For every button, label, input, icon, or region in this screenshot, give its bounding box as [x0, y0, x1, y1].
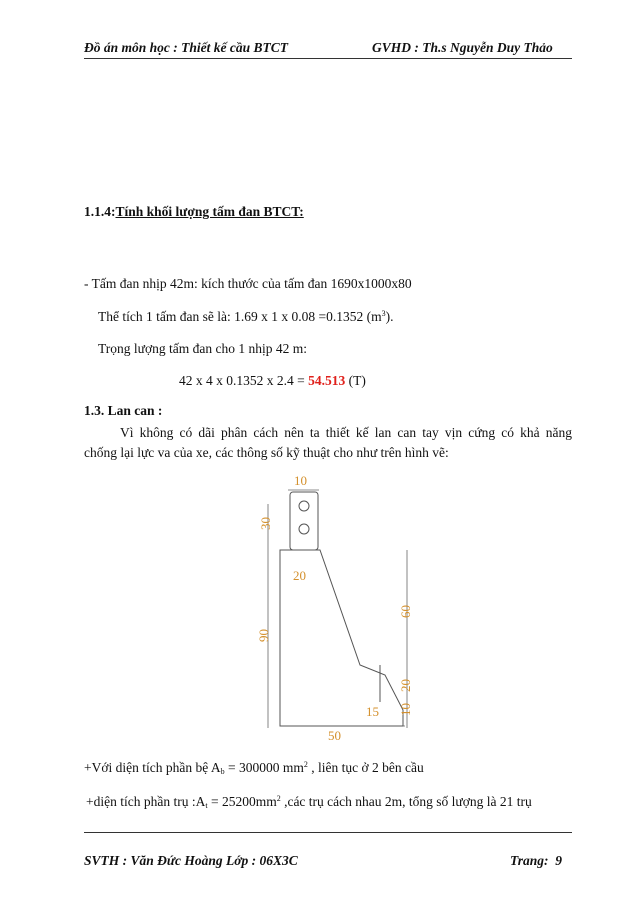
area-pillar-text-2: = 25200mm	[207, 794, 277, 809]
area-pillar-line	[86, 794, 532, 810]
dim-top-label: 10	[294, 473, 307, 488]
dimension-lines	[268, 490, 407, 728]
section-114-heading	[84, 204, 304, 220]
header-left: Đồ án môn học : Thiết kế cầu BTCT	[84, 40, 289, 55]
rail-hole-top	[299, 501, 309, 511]
railing-outline	[280, 492, 403, 726]
dim-10-label: 10	[398, 703, 413, 716]
dim-20b-label: 20	[398, 679, 413, 692]
weight-formula-text: 42 x 4 x 0.1352 x 2.4 =	[179, 373, 309, 388]
dim-20-label: 20	[293, 568, 306, 583]
area-base-text-1: +Với diện tích phần bệ A	[84, 760, 221, 775]
area-pillar-text-1: +diện tích phần trụ :A	[86, 794, 206, 809]
header-right: GVHD : Th.s Nguyễn Duy Thảo	[372, 40, 553, 55]
section-13-line-2: chống lại lực va của xe, các thông số kỹ thuật cho như trên hình vẽ:	[84, 445, 449, 460]
footer-page-label: Trang:	[510, 853, 549, 868]
weight-result: 54.513	[308, 373, 346, 388]
section-114-number: 1.1.4:	[84, 204, 116, 219]
section-114-title: Tính khối lượng tấm đan BTCT:	[115, 204, 304, 219]
rail-hole-bottom	[299, 524, 309, 534]
footer-page-number: 9	[555, 853, 563, 868]
footer-left: SVTH : Văn Đức Hoàng Lớp : 06X3C	[84, 853, 298, 868]
area-base-text-2: = 300000 mm	[224, 760, 304, 775]
section-13-paragraph	[84, 425, 572, 461]
area-base-superscript: 2	[303, 760, 308, 769]
header-rule	[84, 58, 572, 59]
area-base-line	[84, 760, 424, 776]
railing-drawing	[0, 470, 638, 770]
footer-rule	[84, 832, 572, 833]
dim-90-label: 90	[256, 629, 271, 642]
area-base-subscript: b	[220, 767, 225, 776]
paragraph-slab-dimensions: - Tấm đan nhịp 42m: kích thước của tấm đan 1690x1000x80	[84, 276, 412, 291]
volume-text-end: ).	[385, 309, 394, 324]
volume-exponent: 3	[381, 309, 386, 318]
footer-page	[510, 853, 562, 869]
dim-60-label: 60	[398, 605, 413, 618]
dim-15-label: 15	[366, 704, 379, 719]
section-13-heading: 1.3. Lan can :	[84, 403, 163, 418]
area-pillar-text-3: ,các trụ cách nhau 2m, tổng số lượng là 21 trụ	[280, 794, 532, 809]
area-pillar-superscript: 2	[276, 794, 281, 803]
weight-unit: (T)	[345, 373, 366, 388]
weight-formula	[179, 373, 366, 389]
area-pillar-subscript: t	[205, 801, 208, 810]
paragraph-slab-volume	[98, 309, 393, 325]
area-base-text-3: , liên tục ở 2 bên cầu	[307, 760, 424, 775]
dim-30-label: 30	[258, 517, 273, 530]
dim-50-label: 50	[328, 728, 341, 743]
section-13-line-1: Vì không có dãi phân cách nên ta thiết kế lan can tay vịn cứng có khả năng	[120, 425, 572, 440]
volume-text: Thể tích 1 tấm đan sẽ là: 1.69 x 1 x 0.08 =0.1352 (m	[98, 309, 382, 324]
paragraph-slab-weight: Trọng lượng tấm đan cho 1 nhịp 42 m:	[98, 341, 307, 356]
